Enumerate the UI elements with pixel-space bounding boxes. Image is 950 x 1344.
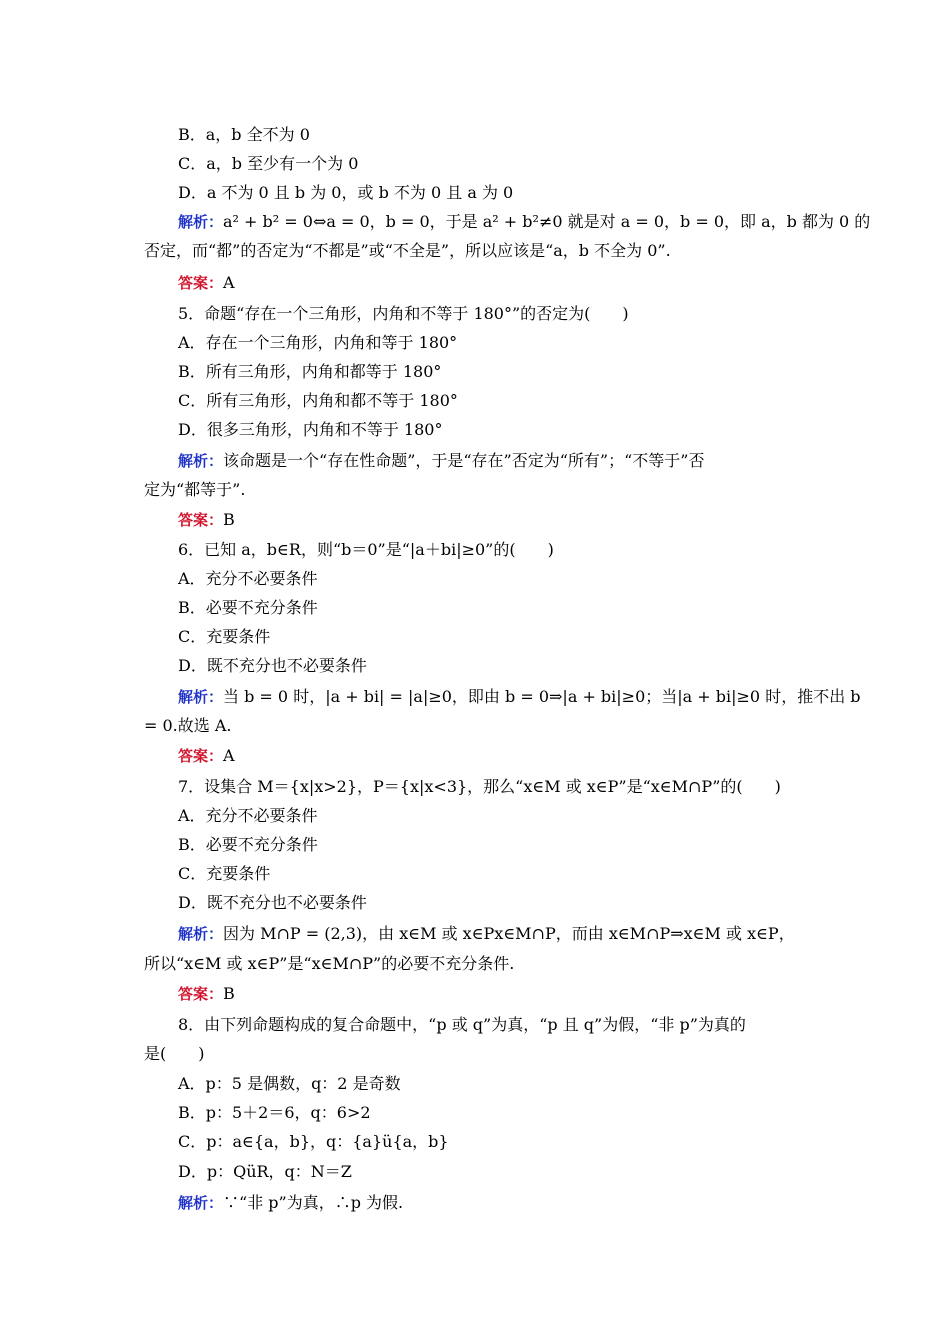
answer-line: [178, 745, 235, 767]
text-line: 否定，而“都”的否定为“不都是”或“不全是”，所以应该是“a，b 不全为 0”.: [144, 241, 671, 260]
text-line: 定为“都等于”.: [144, 480, 246, 499]
answer-line: [178, 272, 235, 294]
analysis-label: 解析：: [178, 688, 224, 706]
analysis-text: a² + b² = 0⇔a = 0，b = 0，于是 a² + b²≠0 就是对 a = 0，b = 0，即 a，b 都为 0 的: [223, 212, 871, 231]
text-line: B．a，b 全不为 0: [178, 125, 310, 144]
text-line: C．充要条件: [178, 627, 271, 646]
answer-line: [178, 509, 235, 531]
text-line: D．a 不为 0 且 b 为 0，或 b 不为 0 且 a 为 0: [178, 183, 514, 202]
analysis-label: 解析：: [178, 452, 224, 470]
text-line: B．所有三角形，内角和都等于 180°: [178, 362, 442, 381]
analysis-text: ∵“非 p”为真，∴p 为假.: [223, 1193, 404, 1212]
text-line: A．充分不必要条件: [178, 806, 318, 825]
analysis-line: [178, 450, 704, 472]
analysis-label: 解析：: [178, 1194, 224, 1212]
analysis-text: 因为 M∩P = (2,3)，由 x∈M 或 x∈Px∈M∩P，而由 x∈M∩P⇒x∈M 或 x∈P，: [223, 924, 795, 943]
text-line: 所以“x∈M 或 x∈P”是“x∈M∩P”的必要不充分条件.: [144, 954, 515, 973]
analysis-label: 解析：: [178, 925, 224, 943]
text-line: B．必要不充分条件: [178, 598, 318, 617]
text-line: = 0.故选 A.: [144, 716, 232, 735]
text-line: 8．由下列命题构成的复合命题中，“p 或 q”为真，“p 且 q”为假，“非 p”为真的: [178, 1015, 746, 1034]
answer-text: B: [223, 510, 235, 529]
text-line: 7．设集合 M＝{x|x>2}，P＝{x|x<3}，那么“x∈M 或 x∈P”是“x∈M∩P”的( ): [178, 777, 781, 796]
text-line: C．p：a∈{a，b}，q：{a}ü{a，b}: [178, 1132, 449, 1151]
analysis-line: [178, 686, 861, 708]
answer-label: 答案：: [178, 511, 224, 529]
answer-label: 答案：: [178, 747, 224, 765]
text-line: C．充要条件: [178, 864, 271, 883]
analysis-text: 当 b = 0 时，|a + bi| = |a|≥0，即由 b = 0⇒|a + bi|≥0；当|a + bi|≥0 时，推不出 b: [223, 687, 861, 706]
text-line: B．必要不充分条件: [178, 835, 318, 854]
analysis-line: [178, 1192, 403, 1214]
answer-text: A: [223, 273, 235, 292]
text-line: A．p：5 是偶数，q：2 是奇数: [178, 1074, 401, 1093]
answer-label: 答案：: [178, 274, 224, 292]
text-line: B．p：5＋2＝6，q：6>2: [178, 1103, 371, 1122]
text-line: C．所有三角形，内角和都不等于 180°: [178, 391, 458, 410]
analysis-label: 解析：: [178, 213, 224, 231]
analysis-text: 该命题是一个“存在性命题”，于是“存在”否定为“所有”；“不等于”否: [223, 451, 705, 470]
text-line: D．既不充分也不必要条件: [178, 893, 367, 912]
analysis-line: [178, 211, 870, 233]
answer-line: [178, 983, 235, 1005]
text-line: D．既不充分也不必要条件: [178, 656, 367, 675]
text-line: A．充分不必要条件: [178, 569, 318, 588]
answer-text: A: [223, 746, 235, 765]
answer-label: 答案：: [178, 985, 224, 1003]
text-line: A．存在一个三角形，内角和等于 180°: [178, 333, 458, 352]
answer-text: B: [223, 984, 235, 1003]
text-line: C．a，b 至少有一个为 0: [178, 154, 359, 173]
analysis-line: [178, 923, 795, 945]
text-line: 是( ): [144, 1044, 205, 1063]
text-line: 5．命题“存在一个三角形，内角和不等于 180°”的否定为( ): [178, 304, 629, 323]
text-line: D．p：QüR，q：N＝Z: [178, 1162, 352, 1181]
text-line: D．很多三角形，内角和不等于 180°: [178, 420, 443, 439]
text-line: 6．已知 a，b∈R，则“b＝0”是“|a＋bi|≥0”的( ): [178, 540, 554, 559]
